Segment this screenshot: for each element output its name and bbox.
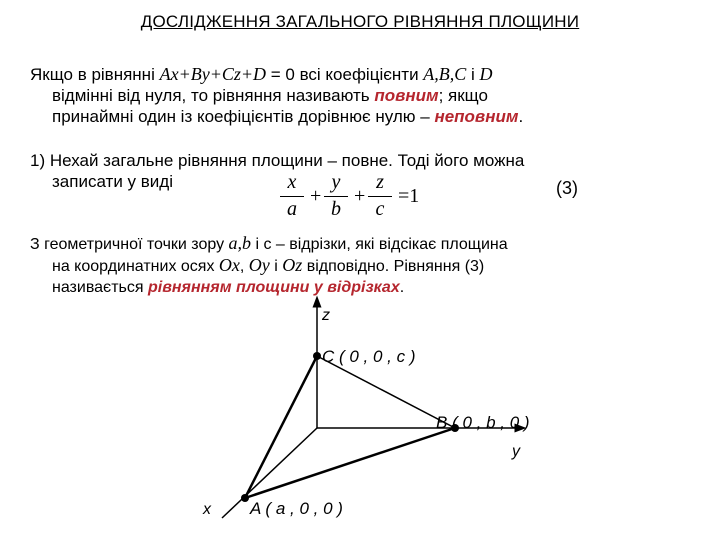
term-full: повним	[374, 86, 439, 105]
axis-oz: Oz	[282, 255, 303, 275]
label-z: z	[322, 307, 330, 324]
coefficients: A,B,C	[423, 64, 467, 84]
plus-sign: +	[310, 185, 322, 207]
fraction-x-over-a: x a	[280, 171, 304, 221]
fraction-y-over-b: y b	[324, 171, 348, 221]
point-a	[241, 494, 249, 502]
text: записати у виді	[52, 172, 173, 191]
axis-oy: Oy	[248, 255, 270, 275]
text: принаймні один із коефіцієнтів дорівнює нулю –	[52, 107, 435, 126]
axis-ox: Ox	[218, 255, 240, 275]
text: Якщо в рівнянні	[30, 65, 160, 84]
text: називається	[52, 279, 148, 296]
equation-tail: = 0	[266, 65, 295, 84]
label-point-a: A ( a , 0 , 0 )	[250, 499, 343, 518]
term-intercept-equation: рівнянням площини у відрізках	[147, 279, 400, 296]
equals-one: =1	[398, 185, 420, 207]
text: З геометричної точки зору	[30, 236, 229, 253]
text: відповідно. Рівняння (3)	[302, 258, 485, 275]
label-point-c: C ( 0 , 0 , c )	[322, 347, 416, 366]
label-point-b: B ( 0 , b , 0 )	[436, 413, 530, 432]
equation-number: (3)	[556, 178, 578, 198]
text: .	[399, 279, 405, 296]
label-y: y	[512, 443, 520, 460]
text: і	[466, 65, 480, 84]
fraction-z-over-c: z c	[368, 171, 392, 221]
point-c	[313, 352, 321, 360]
page-title: ДОСЛІДЖЕННЯ ЗАГАЛЬНОГО РІВНЯННЯ ПЛОЩИНИ	[140, 12, 580, 31]
paragraph-geometric-meaning: З геометричної точки зору a,b і с – відрізки, які відсікає площина на координатних осях Ox, Oy і Oz відповідно. Рівняння (3) називається рівнянням площини у відрізках.	[30, 233, 508, 296]
plus-sign: +	[354, 185, 366, 207]
text: і с – відрізки, які відсікає площина	[251, 236, 508, 253]
text: на координатних осях	[52, 258, 219, 275]
equation-general: Ax+By+Cz+D	[159, 64, 266, 84]
text: 1) Нехай загальне рівняння площини – повне. Тоді його можна	[30, 151, 525, 170]
text: всі коефіцієнти	[294, 65, 424, 84]
coefficient-d: D	[479, 64, 493, 84]
edge-cb	[317, 356, 455, 428]
text: і	[269, 258, 283, 275]
text: ; якщо	[438, 86, 488, 105]
term-incomplete: неповним	[434, 107, 519, 126]
text: .	[518, 107, 524, 126]
text: відмінні від нуля, то рівняння називають	[52, 86, 375, 105]
label-x: x	[203, 501, 211, 518]
segments-ab: a,b	[228, 233, 252, 253]
